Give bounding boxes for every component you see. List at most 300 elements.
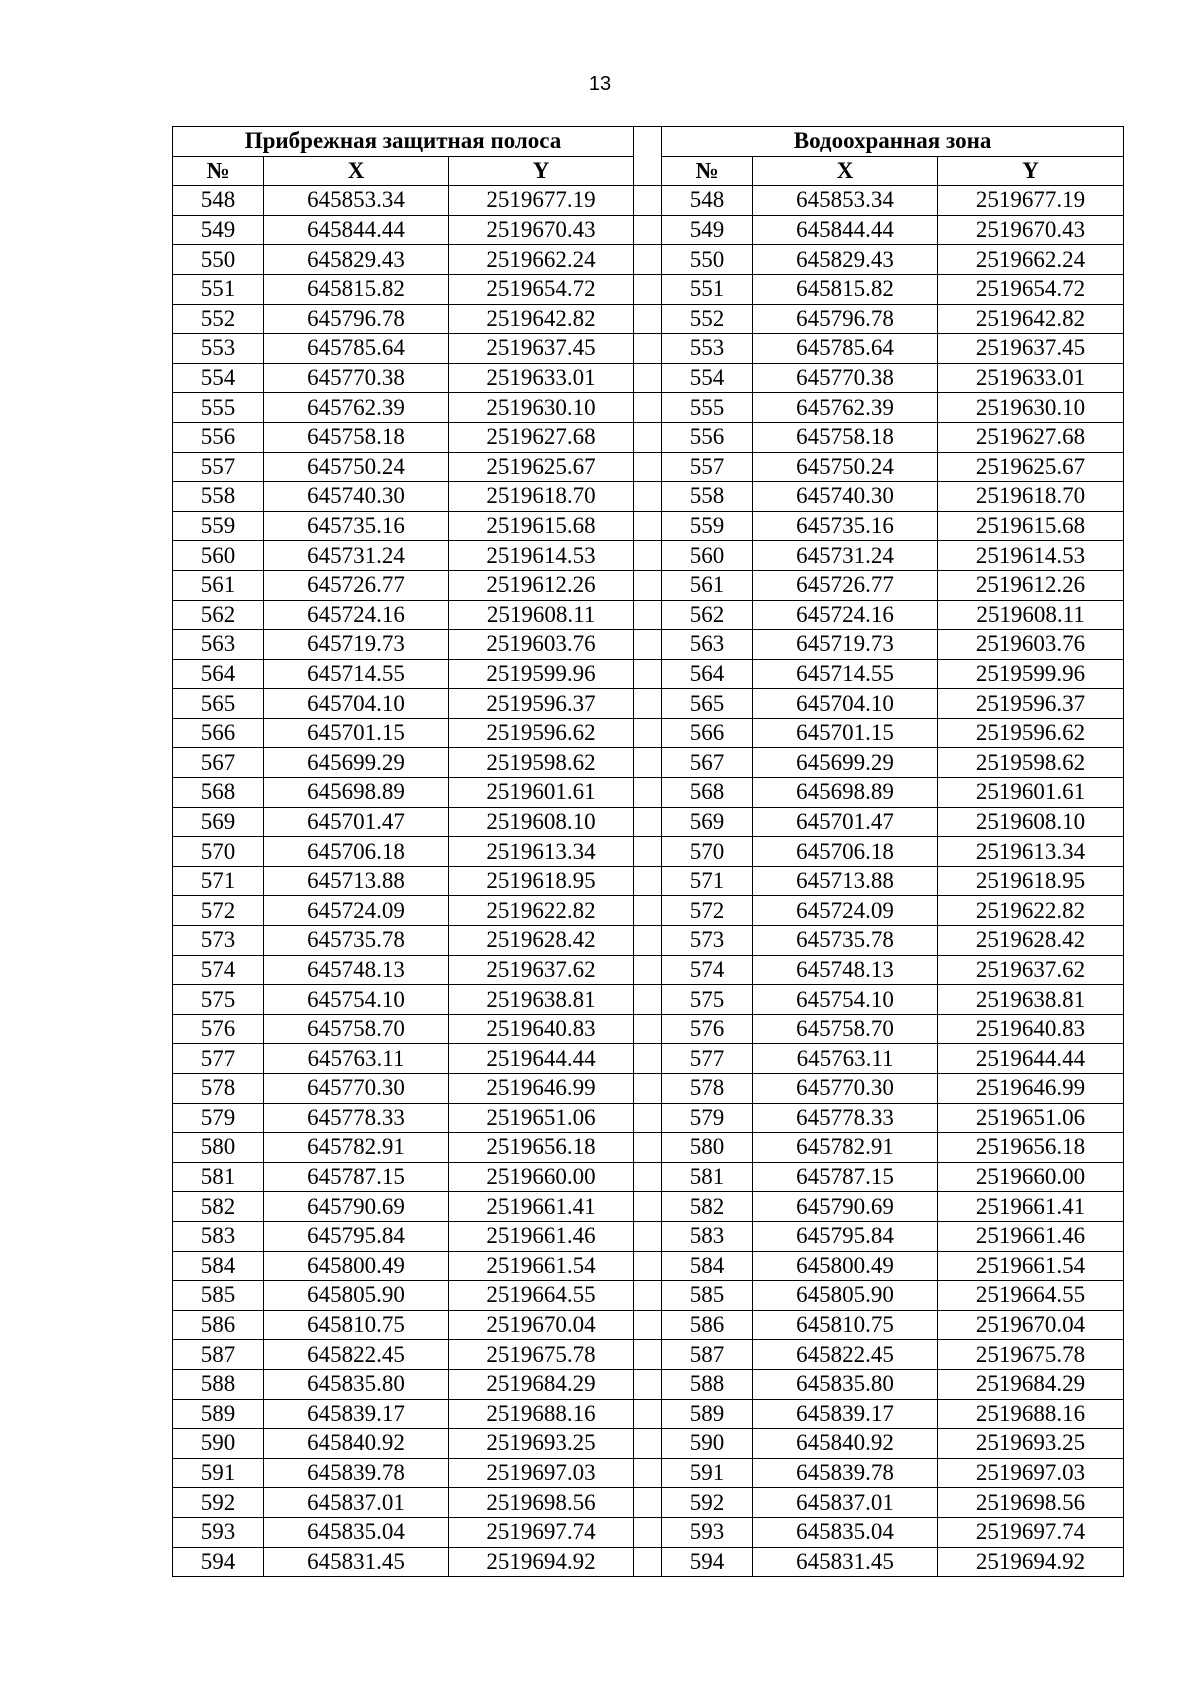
left-x-cell: 645719.73 xyxy=(264,630,449,660)
gap-cell xyxy=(634,718,662,748)
right-x-cell: 645796.78 xyxy=(753,304,938,334)
left-x-cell: 645735.78 xyxy=(264,926,449,956)
left-x-cell: 645758.18 xyxy=(264,422,449,452)
gap-cell xyxy=(634,1162,662,1192)
left-number-cell: 552 xyxy=(173,304,264,334)
table-row xyxy=(173,955,1124,985)
left-y-header: Y xyxy=(449,156,634,186)
left-y-cell: 2519637.45 xyxy=(449,334,634,364)
gap-cell xyxy=(634,511,662,541)
left-x-cell: 645714.55 xyxy=(264,659,449,689)
table-row xyxy=(173,1547,1124,1577)
right-number-cell: 577 xyxy=(662,1044,753,1074)
right-number-cell: 566 xyxy=(662,718,753,748)
gap-cell xyxy=(634,837,662,867)
left-y-cell: 2519637.62 xyxy=(449,955,634,985)
left-x-cell: 645785.64 xyxy=(264,334,449,364)
left-x-cell: 645829.43 xyxy=(264,245,449,275)
right-y-cell: 2519613.34 xyxy=(938,837,1124,867)
right-number-cell: 552 xyxy=(662,304,753,334)
right-number-cell: 557 xyxy=(662,452,753,482)
left-x-cell: 645735.16 xyxy=(264,511,449,541)
table-row xyxy=(173,896,1124,926)
left-y-cell: 2519601.61 xyxy=(449,778,634,808)
gap-cell xyxy=(634,1369,662,1399)
right-y-cell: 2519618.95 xyxy=(938,866,1124,896)
gap-cell xyxy=(634,1281,662,1311)
left-number-cell: 585 xyxy=(173,1281,264,1311)
right-x-cell: 645724.09 xyxy=(753,896,938,926)
left-number-cell: 577 xyxy=(173,1044,264,1074)
left-y-cell: 2519661.41 xyxy=(449,1192,634,1222)
right-x-cell: 645835.04 xyxy=(753,1517,938,1547)
left-number-cell: 587 xyxy=(173,1340,264,1370)
left-x-cell: 645810.75 xyxy=(264,1310,449,1340)
water-protection-zone-title: Водоохранная зона xyxy=(662,127,1124,157)
left-number-cell: 574 xyxy=(173,955,264,985)
left-number-cell: 588 xyxy=(173,1369,264,1399)
right-x-cell: 645782.91 xyxy=(753,1133,938,1163)
right-x-cell: 645731.24 xyxy=(753,541,938,571)
left-y-cell: 2519608.11 xyxy=(449,600,634,630)
right-y-cell: 2519599.96 xyxy=(938,659,1124,689)
right-number-cell: 570 xyxy=(662,837,753,867)
left-x-header: X xyxy=(264,156,449,186)
left-x-cell: 645699.29 xyxy=(264,748,449,778)
right-y-cell: 2519688.16 xyxy=(938,1399,1124,1429)
gap-cell xyxy=(634,215,662,245)
gap-cell xyxy=(634,630,662,660)
table-row xyxy=(173,393,1124,423)
table-title-row xyxy=(173,127,1124,157)
left-y-cell: 2519697.03 xyxy=(449,1458,634,1488)
table-row xyxy=(173,570,1124,600)
right-y-cell: 2519642.82 xyxy=(938,304,1124,334)
left-number-cell: 562 xyxy=(173,600,264,630)
gap-cell xyxy=(634,1221,662,1251)
left-number-cell: 548 xyxy=(173,186,264,216)
left-number-cell: 581 xyxy=(173,1162,264,1192)
left-x-cell: 645762.39 xyxy=(264,393,449,423)
right-x-header: X xyxy=(753,156,938,186)
right-x-cell: 645748.13 xyxy=(753,955,938,985)
right-y-cell: 2519697.74 xyxy=(938,1517,1124,1547)
right-x-cell: 645839.78 xyxy=(753,1458,938,1488)
right-y-cell: 2519651.06 xyxy=(938,1103,1124,1133)
gap-cell xyxy=(634,1547,662,1577)
right-x-cell: 645778.33 xyxy=(753,1103,938,1133)
gap-cell xyxy=(634,1133,662,1163)
left-number-cell: 560 xyxy=(173,541,264,571)
right-x-cell: 645800.49 xyxy=(753,1251,938,1281)
right-y-header: Y xyxy=(938,156,1124,186)
left-number-cell: 570 xyxy=(173,837,264,867)
right-y-cell: 2519662.24 xyxy=(938,245,1124,275)
left-x-cell: 645706.18 xyxy=(264,837,449,867)
right-y-cell: 2519633.01 xyxy=(938,363,1124,393)
left-number-cell: 579 xyxy=(173,1103,264,1133)
left-x-cell: 645839.17 xyxy=(264,1399,449,1429)
left-y-cell: 2519640.83 xyxy=(449,1014,634,1044)
right-number-cell: 550 xyxy=(662,245,753,275)
table-row xyxy=(173,304,1124,334)
gap-cell xyxy=(634,393,662,423)
table-row xyxy=(173,334,1124,364)
table-row xyxy=(173,1399,1124,1429)
left-number-cell: 559 xyxy=(173,511,264,541)
table-row xyxy=(173,659,1124,689)
right-x-cell: 645853.34 xyxy=(753,186,938,216)
gap-cell xyxy=(634,1251,662,1281)
left-y-cell: 2519661.54 xyxy=(449,1251,634,1281)
left-y-cell: 2519684.29 xyxy=(449,1369,634,1399)
gap-cell xyxy=(634,541,662,571)
right-x-cell: 645758.18 xyxy=(753,422,938,452)
right-x-cell: 645735.78 xyxy=(753,926,938,956)
left-y-cell: 2519596.62 xyxy=(449,718,634,748)
right-y-cell: 2519630.10 xyxy=(938,393,1124,423)
left-number-cell: 571 xyxy=(173,866,264,896)
right-y-cell: 2519661.54 xyxy=(938,1251,1124,1281)
right-number-cell: 576 xyxy=(662,1014,753,1044)
right-y-cell: 2519646.99 xyxy=(938,1074,1124,1104)
table-row xyxy=(173,1488,1124,1518)
gap-cell xyxy=(634,985,662,1015)
right-x-cell: 645785.64 xyxy=(753,334,938,364)
left-number-cell: 590 xyxy=(173,1429,264,1459)
right-x-cell: 645837.01 xyxy=(753,1488,938,1518)
left-x-cell: 645800.49 xyxy=(264,1251,449,1281)
right-number-cell: 590 xyxy=(662,1429,753,1459)
left-y-cell: 2519698.56 xyxy=(449,1488,634,1518)
left-x-cell: 645754.10 xyxy=(264,985,449,1015)
right-number-cell: 589 xyxy=(662,1399,753,1429)
right-y-cell: 2519598.62 xyxy=(938,748,1124,778)
gap-cell xyxy=(634,1074,662,1104)
left-y-cell: 2519644.44 xyxy=(449,1044,634,1074)
right-number-cell: 567 xyxy=(662,748,753,778)
left-x-cell: 645750.24 xyxy=(264,452,449,482)
right-y-cell: 2519603.76 xyxy=(938,630,1124,660)
right-number-cell: 555 xyxy=(662,393,753,423)
right-y-cell: 2519644.44 xyxy=(938,1044,1124,1074)
column-gap xyxy=(634,127,662,186)
right-x-cell: 645713.88 xyxy=(753,866,938,896)
left-x-cell: 645778.33 xyxy=(264,1103,449,1133)
right-x-cell: 645698.89 xyxy=(753,778,938,808)
left-x-cell: 645758.70 xyxy=(264,1014,449,1044)
left-y-cell: 2519675.78 xyxy=(449,1340,634,1370)
right-x-cell: 645758.70 xyxy=(753,1014,938,1044)
table-row xyxy=(173,186,1124,216)
left-y-cell: 2519614.53 xyxy=(449,541,634,571)
table-row xyxy=(173,689,1124,719)
gap-cell xyxy=(634,1429,662,1459)
left-x-cell: 645837.01 xyxy=(264,1488,449,1518)
right-x-cell: 645724.16 xyxy=(753,600,938,630)
right-y-cell: 2519675.78 xyxy=(938,1340,1124,1370)
left-number-cell: 563 xyxy=(173,630,264,660)
left-number-cell: 594 xyxy=(173,1547,264,1577)
left-y-cell: 2519662.24 xyxy=(449,245,634,275)
table-row xyxy=(173,837,1124,867)
left-y-cell: 2519630.10 xyxy=(449,393,634,423)
right-y-cell: 2519612.26 xyxy=(938,570,1124,600)
table-row xyxy=(173,1103,1124,1133)
right-x-cell: 645750.24 xyxy=(753,452,938,482)
left-y-cell: 2519599.96 xyxy=(449,659,634,689)
right-x-cell: 645754.10 xyxy=(753,985,938,1015)
right-number-cell: 549 xyxy=(662,215,753,245)
right-x-cell: 645699.29 xyxy=(753,748,938,778)
left-y-cell: 2519646.99 xyxy=(449,1074,634,1104)
right-number-cell: 556 xyxy=(662,422,753,452)
left-y-cell: 2519603.76 xyxy=(449,630,634,660)
right-number-cell: 554 xyxy=(662,363,753,393)
right-y-cell: 2519640.83 xyxy=(938,1014,1124,1044)
table-row xyxy=(173,1133,1124,1163)
left-y-cell: 2519627.68 xyxy=(449,422,634,452)
right-y-cell: 2519637.62 xyxy=(938,955,1124,985)
right-y-cell: 2519693.25 xyxy=(938,1429,1124,1459)
right-x-cell: 645735.16 xyxy=(753,511,938,541)
table-row xyxy=(173,452,1124,482)
table-row xyxy=(173,718,1124,748)
gap-cell xyxy=(634,1044,662,1074)
gap-cell xyxy=(634,1310,662,1340)
gap-cell xyxy=(634,274,662,304)
left-x-cell: 645782.91 xyxy=(264,1133,449,1163)
right-x-cell: 645835.80 xyxy=(753,1369,938,1399)
right-number-cell: 573 xyxy=(662,926,753,956)
gap-cell xyxy=(634,896,662,926)
left-y-cell: 2519598.62 xyxy=(449,748,634,778)
left-y-cell: 2519628.42 xyxy=(449,926,634,956)
right-number-cell: 586 xyxy=(662,1310,753,1340)
right-y-cell: 2519661.41 xyxy=(938,1192,1124,1222)
left-y-cell: 2519651.06 xyxy=(449,1103,634,1133)
left-x-cell: 645835.04 xyxy=(264,1517,449,1547)
left-number-cell: 583 xyxy=(173,1221,264,1251)
left-number-cell: 568 xyxy=(173,778,264,808)
table-row xyxy=(173,1310,1124,1340)
right-x-cell: 645840.92 xyxy=(753,1429,938,1459)
left-number-cell: 556 xyxy=(173,422,264,452)
left-y-cell: 2519615.68 xyxy=(449,511,634,541)
right-y-cell: 2519618.70 xyxy=(938,482,1124,512)
left-x-cell: 645724.09 xyxy=(264,896,449,926)
table-row xyxy=(173,482,1124,512)
table-row xyxy=(173,541,1124,571)
gap-cell xyxy=(634,1488,662,1518)
table-row xyxy=(173,1517,1124,1547)
gap-cell xyxy=(634,363,662,393)
left-x-cell: 645770.38 xyxy=(264,363,449,393)
right-y-cell: 2519625.67 xyxy=(938,452,1124,482)
coastal-protective-strip-title: Прибрежная защитная полоса xyxy=(173,127,634,157)
right-x-cell: 645726.77 xyxy=(753,570,938,600)
right-number-cell: 551 xyxy=(662,274,753,304)
left-y-cell: 2519608.10 xyxy=(449,807,634,837)
left-y-cell: 2519664.55 xyxy=(449,1281,634,1311)
left-number-cell: 565 xyxy=(173,689,264,719)
left-x-cell: 645844.44 xyxy=(264,215,449,245)
left-x-cell: 645701.47 xyxy=(264,807,449,837)
gap-cell xyxy=(634,1192,662,1222)
right-number-cell: 568 xyxy=(662,778,753,808)
gap-cell xyxy=(634,186,662,216)
left-number-cell: 566 xyxy=(173,718,264,748)
left-number-cell: 591 xyxy=(173,1458,264,1488)
right-x-cell: 645719.73 xyxy=(753,630,938,660)
right-x-cell: 645770.30 xyxy=(753,1074,938,1104)
left-x-cell: 645839.78 xyxy=(264,1458,449,1488)
right-x-cell: 645795.84 xyxy=(753,1221,938,1251)
right-x-cell: 645701.15 xyxy=(753,718,938,748)
table-row xyxy=(173,748,1124,778)
right-x-cell: 645844.44 xyxy=(753,215,938,245)
right-number-cell: 585 xyxy=(662,1281,753,1311)
gap-cell xyxy=(634,600,662,630)
table-row xyxy=(173,511,1124,541)
left-number-cell: 569 xyxy=(173,807,264,837)
right-number-cell: 591 xyxy=(662,1458,753,1488)
right-x-cell: 645704.10 xyxy=(753,689,938,719)
table-row xyxy=(173,1014,1124,1044)
left-y-cell: 2519596.37 xyxy=(449,689,634,719)
gap-cell xyxy=(634,422,662,452)
right-number-cell: 579 xyxy=(662,1103,753,1133)
gap-cell xyxy=(634,452,662,482)
left-y-cell: 2519693.25 xyxy=(449,1429,634,1459)
left-x-cell: 645740.30 xyxy=(264,482,449,512)
table-row xyxy=(173,1162,1124,1192)
right-y-cell: 2519684.29 xyxy=(938,1369,1124,1399)
right-number-cell: 592 xyxy=(662,1488,753,1518)
page-number: 13 xyxy=(588,73,612,95)
gap-cell xyxy=(634,1399,662,1429)
gap-cell xyxy=(634,334,662,364)
gap-cell xyxy=(634,748,662,778)
left-y-cell: 2519688.16 xyxy=(449,1399,634,1429)
right-x-cell: 645839.17 xyxy=(753,1399,938,1429)
left-number-cell: 582 xyxy=(173,1192,264,1222)
gap-cell xyxy=(634,866,662,896)
right-x-cell: 645790.69 xyxy=(753,1192,938,1222)
right-x-cell: 645706.18 xyxy=(753,837,938,867)
right-number-cell: 562 xyxy=(662,600,753,630)
table-row xyxy=(173,363,1124,393)
left-x-cell: 645787.15 xyxy=(264,1162,449,1192)
table-row xyxy=(173,215,1124,245)
left-y-cell: 2519633.01 xyxy=(449,363,634,393)
right-y-cell: 2519601.61 xyxy=(938,778,1124,808)
table-row xyxy=(173,985,1124,1015)
right-x-cell: 645714.55 xyxy=(753,659,938,689)
right-number-cell: 558 xyxy=(662,482,753,512)
right-y-cell: 2519656.18 xyxy=(938,1133,1124,1163)
left-y-cell: 2519642.82 xyxy=(449,304,634,334)
left-number-cell: 586 xyxy=(173,1310,264,1340)
table-row xyxy=(173,1074,1124,1104)
right-y-cell: 2519628.42 xyxy=(938,926,1124,956)
left-x-cell: 645726.77 xyxy=(264,570,449,600)
left-x-cell: 645770.30 xyxy=(264,1074,449,1104)
right-number-cell: 575 xyxy=(662,985,753,1015)
right-x-cell: 645829.43 xyxy=(753,245,938,275)
coordinates-table xyxy=(172,126,1124,1577)
left-x-cell: 645805.90 xyxy=(264,1281,449,1311)
gap-cell xyxy=(634,245,662,275)
right-y-cell: 2519596.62 xyxy=(938,718,1124,748)
gap-cell xyxy=(634,778,662,808)
right-y-cell: 2519664.55 xyxy=(938,1281,1124,1311)
gap-cell xyxy=(634,570,662,600)
left-number-cell: 554 xyxy=(173,363,264,393)
right-number-cell: 559 xyxy=(662,511,753,541)
right-y-cell: 2519615.68 xyxy=(938,511,1124,541)
left-number-cell: 572 xyxy=(173,896,264,926)
left-number-cell: 584 xyxy=(173,1251,264,1281)
left-number-cell: 573 xyxy=(173,926,264,956)
left-y-cell: 2519670.43 xyxy=(449,215,634,245)
left-number-cell: 589 xyxy=(173,1399,264,1429)
right-x-cell: 645805.90 xyxy=(753,1281,938,1311)
right-number-cell: 565 xyxy=(662,689,753,719)
left-number-cell: 553 xyxy=(173,334,264,364)
right-y-cell: 2519694.92 xyxy=(938,1547,1124,1577)
left-x-cell: 645763.11 xyxy=(264,1044,449,1074)
right-x-cell: 645770.38 xyxy=(753,363,938,393)
left-y-cell: 2519625.67 xyxy=(449,452,634,482)
left-x-cell: 645790.69 xyxy=(264,1192,449,1222)
left-number-cell: 558 xyxy=(173,482,264,512)
left-y-cell: 2519618.95 xyxy=(449,866,634,896)
table-row xyxy=(173,1369,1124,1399)
left-number-cell: 564 xyxy=(173,659,264,689)
right-y-cell: 2519670.04 xyxy=(938,1310,1124,1340)
right-y-cell: 2519608.11 xyxy=(938,600,1124,630)
left-number-cell: 555 xyxy=(173,393,264,423)
left-number-cell: 549 xyxy=(173,215,264,245)
gap-cell xyxy=(634,1103,662,1133)
right-y-cell: 2519654.72 xyxy=(938,274,1124,304)
left-x-cell: 645840.92 xyxy=(264,1429,449,1459)
left-y-cell: 2519612.26 xyxy=(449,570,634,600)
right-number-cell: 560 xyxy=(662,541,753,571)
left-x-cell: 645698.89 xyxy=(264,778,449,808)
right-y-cell: 2519608.10 xyxy=(938,807,1124,837)
right-number-cell: 572 xyxy=(662,896,753,926)
right-y-cell: 2519697.03 xyxy=(938,1458,1124,1488)
right-number-cell: 563 xyxy=(662,630,753,660)
table-row xyxy=(173,926,1124,956)
right-x-cell: 645822.45 xyxy=(753,1340,938,1370)
left-y-cell: 2519656.18 xyxy=(449,1133,634,1163)
left-number-cell: 551 xyxy=(173,274,264,304)
right-y-cell: 2519660.00 xyxy=(938,1162,1124,1192)
right-y-cell: 2519670.43 xyxy=(938,215,1124,245)
right-number-cell: 561 xyxy=(662,570,753,600)
left-number-cell: 550 xyxy=(173,245,264,275)
right-y-cell: 2519698.56 xyxy=(938,1488,1124,1518)
gap-cell xyxy=(634,926,662,956)
right-number-cell: 574 xyxy=(662,955,753,985)
left-y-cell: 2519661.46 xyxy=(449,1221,634,1251)
gap-cell xyxy=(634,1014,662,1044)
gap-cell xyxy=(634,955,662,985)
right-x-cell: 645810.75 xyxy=(753,1310,938,1340)
